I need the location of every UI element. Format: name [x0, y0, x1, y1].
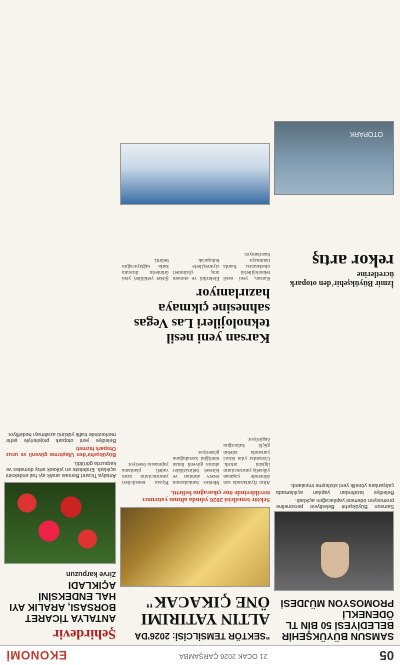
gold-column: Piyasa temsilcileri yatırımcıların uzun vadeli planlama yapmasını öneriyor. — [122, 460, 169, 485]
izmir-parking-article — [276, 252, 394, 290]
brand-logo: Şehirdevir — [53, 626, 116, 641]
antalya-body — [6, 431, 116, 478]
parking-service-headline: Büyükşehir'den Ulaştırma güvenli ve ucuz Otopark hizmeti — [6, 445, 116, 458]
samsun-paragraph: Samsun Büyükşehir Belediyesi personeline promosyon ödemesi yapılacağını açıkladı. — [276, 496, 394, 509]
antalya-article — [6, 1, 116, 641]
karsan-headline: Karsan yeni nesil teknolojileri Las Vegas sahnesine çıkmaya hazırlanıyor — [133, 285, 270, 345]
gold-columns — [122, 436, 270, 485]
izmir-subheadline: İzmir Büyükşehir'den otopark ücretlerine — [289, 270, 394, 288]
karsan-column: Şirket yetkilileri yeni ürünlerin ihracata katkı sağlayacağını belirtti. — [122, 256, 169, 281]
page-number: 05 — [379, 648, 394, 663]
samsun-paragraph: Belediye tarafından yapılan açıklamada çalışanlara yönelik yeni sözleşme imzalandı. — [276, 482, 394, 495]
samsun-body — [276, 482, 394, 509]
karsan-column: Karsan, yeni nesil teknolojilerini uluslararası fuarda tanıtmaya hazırlanıyor. — [223, 250, 270, 281]
antalya-paragraph: Belediye yeni otopark projeleriyle şehir merkezinde trafik yükünü azaltmayı hedefliyor. — [6, 430, 116, 443]
section-title: EKONOMİ — [6, 648, 67, 663]
parking-photo — [274, 121, 394, 195]
karsan-photo — [120, 143, 270, 205]
karsan-columns — [122, 251, 270, 281]
antalya-paragraph: Antalya Ticaret Borsası aralık ayı hal endeksini açıkladı. Endekste en yüksek artış domates ve karpuzda görüldü. — [6, 459, 116, 478]
portrait-photo — [274, 511, 394, 591]
parking-photo-label: OTOPARK — [349, 130, 383, 137]
karsan-article — [122, 251, 270, 345]
page-header — [0, 645, 400, 665]
samsun-article — [276, 1, 394, 641]
izmir-headline: rekor artış — [312, 251, 394, 271]
antalya-subheadline: Zirve karpuzun — [66, 570, 116, 577]
gold-bars-photo — [120, 507, 270, 587]
gold-headline: ALTIN YATIRIMI ÖNE ÇIKACAK" — [140, 593, 270, 627]
issue-date: 21 OCAK 2026 ÇARŞAMBA — [179, 652, 268, 659]
samsun-headline: SAMSUN BÜYÜKŞEHİR BELEDİYESİ 50 BİN TL ÖDENEKLİ PROMOSYON MÜJDESİ — [280, 597, 394, 641]
karsan-column: Elektrikli ve otonom araç çözümleri ziyaretçilerle buluşacak. — [172, 256, 220, 281]
antalya-headline: ANTALYA TİCARET BORSASI, ARALIK AYI HAL ENDEKSİNİ AÇIKLADI — [9, 579, 116, 623]
gold-dek: Sektör temsilcisi 2026 yılında altının yatırımcı tercihlerinde öne çıkacağını belirtti. — [142, 489, 270, 503]
gold-column: Altın fiyatlarında son dönemde yaşanan yükseliş yatırımcıların ilgisini artırdı. Uzmanlar yılın ikinci yarısında talebin güçlü kalacağını öngörüyor. — [223, 436, 270, 485]
gold-column: Merkez bankalarının rezerv alımları ve küresel belirsizlikler altının güvenli liman niteliğini koruduğunu gösteriyor. — [172, 448, 220, 485]
gold-kicker: "SEKTÖR TEMSİLCİSİ: 2026'DA — [134, 631, 270, 641]
tomatoes-photo — [4, 482, 116, 564]
